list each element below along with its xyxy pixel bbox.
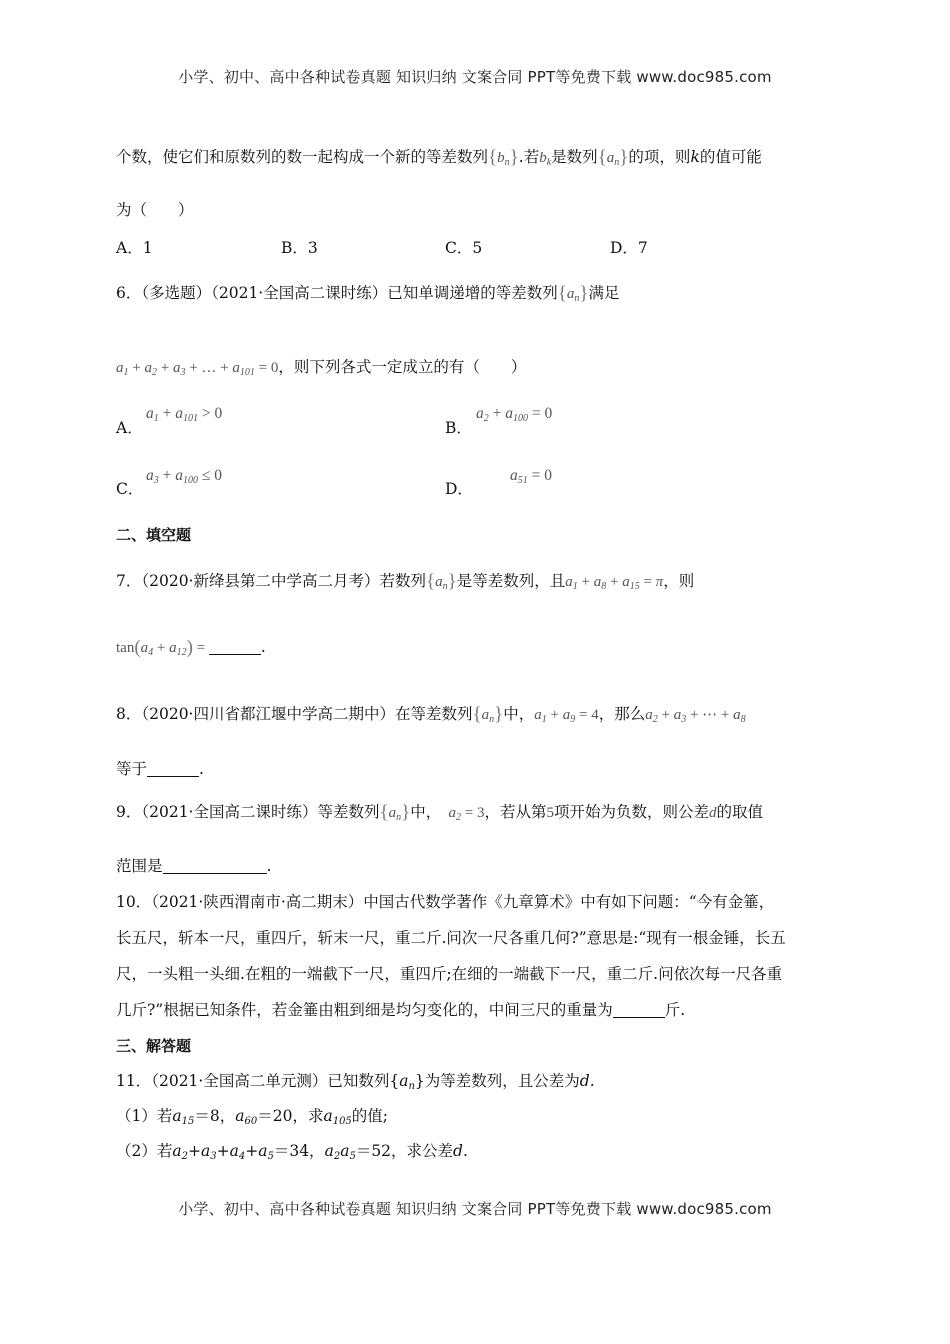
q6-option-b: B． <box>445 419 472 437</box>
q5-option-a: A．1 <box>116 239 153 257</box>
q5-option-b: B．3 <box>281 239 318 257</box>
page-footer: 小学、初中、高中各种试卷真题 知识归纳 文案合同 PPT等免费下载 www.doc985.com <box>178 1200 772 1218</box>
q11-intro: 11．（2021·全国高二单元测）已知数列$\{a_n\}$为等差数列，且公差为d. <box>116 1072 595 1092</box>
seq-a-n: $\{a_n\}$ <box>597 147 629 168</box>
q10-line1: 10．（2021·陕西渭南市·高二期末）中国古代数学著作《九章算术》中有如下问题：“今有金箠， <box>116 893 775 911</box>
q6-option-c-formula: $a_3 + a_{100} \le 0$ <box>146 467 223 486</box>
q9-line1: 9．（2021·全国高二课时练）等差数列$\{a_n\}$中， $a_2 = 3$，若从第5项开始为负数，则公差d的取值 <box>116 802 764 823</box>
q9-line2: 范围是 . <box>116 857 272 875</box>
q5-option-d: D．7 <box>610 239 648 257</box>
page-header: 小学、初中、高中各种试卷真题 知识归纳 文案合同 PPT等免费下载 www.doc985.com <box>178 68 772 86</box>
q7-answer-blank[interactable] <box>209 638 261 655</box>
q6-condition: $a_1 + a_2 + a_3$ + … + $a_{101} = 0$，则下列各式一定成立的有（ ） <box>116 358 527 378</box>
q10-line3: 尺，一头粗一头细.在粗的一端截下一尺，重四斤;在细的一端截下一尺，重二斤.问依次每一尺各重 <box>116 965 783 983</box>
section-fill-in-title: 二、填空题 <box>116 526 192 544</box>
q6-option-a-formula: $a_1 + a_{101} > 0$ <box>146 405 223 424</box>
q9-answer-blank[interactable] <box>163 857 267 874</box>
q8-answer-blank[interactable] <box>147 760 199 777</box>
q5-line2: 为（ ） <box>116 201 194 219</box>
q10-answer-blank[interactable] <box>613 1001 665 1018</box>
q8-line2: 等于 . <box>116 760 204 778</box>
q6-option-d-formula: $a_{51} = 0$ <box>510 467 552 486</box>
q6-intro: 6．（多选题）（2021·全国高二课时练）已知单调递增的等差数列$\{a_n\}$满足 <box>116 283 620 304</box>
b-k: $b_k$ <box>539 150 552 168</box>
q6-option-b-formula: $a_2 + a_{100} = 0$ <box>476 405 553 424</box>
q6-option-a: A． <box>116 419 143 437</box>
q10-line2: 长五尺，斩本一尺，重四斤，斩末一尺，重二斤.问次一尺各重几何?”意思是:“现有一根金锤，长五 <box>116 929 786 947</box>
seq-b-n: $\{b_n\}$ <box>488 147 519 168</box>
q11-part1: （1）若$a_{15}=8$，$a_{60}=20$，求$a_{105}$的值; <box>116 1107 389 1127</box>
q11-part2: （2）若$a_2+a_3+a_4+a_5=34$，$a_2a_5=52$，求公差d. <box>116 1142 468 1162</box>
q7-line1: 7．（2020·新绛县第二中学高二月考）若数列$\{a_n\}$是等差数列，且$a_1 + a_8 + a_{15} = \pi$，则 <box>116 571 695 592</box>
section-solve-title: 三、解答题 <box>116 1037 192 1055</box>
q7-line2: $\tan(a_4 + a_{12})$ = . <box>116 637 266 658</box>
q5-line1: 个数，使它们和原数列的数一起构成一个新的等差数列$\{b_n\}$.若$b_k$是数列$\{a_n\}$的项，则k的值可能 <box>116 147 762 168</box>
q6-option-d: D． <box>445 480 473 498</box>
q10-line4: 几斤?”根据已知条件，若金箠由粗到细是均匀变化的，中间三尺的重量为 斤. <box>116 1001 686 1019</box>
q5-option-c: C．5 <box>445 239 483 257</box>
q6-option-c: C． <box>116 480 144 498</box>
q8-line1: 8．（2020·四川省都江堰中学高二期中）在等差数列$\{a_n\}$中，$a_1 + a_9 = 4$，那么$a_2 + a_3$ + ⋯ + $a_8$ <box>116 704 746 725</box>
